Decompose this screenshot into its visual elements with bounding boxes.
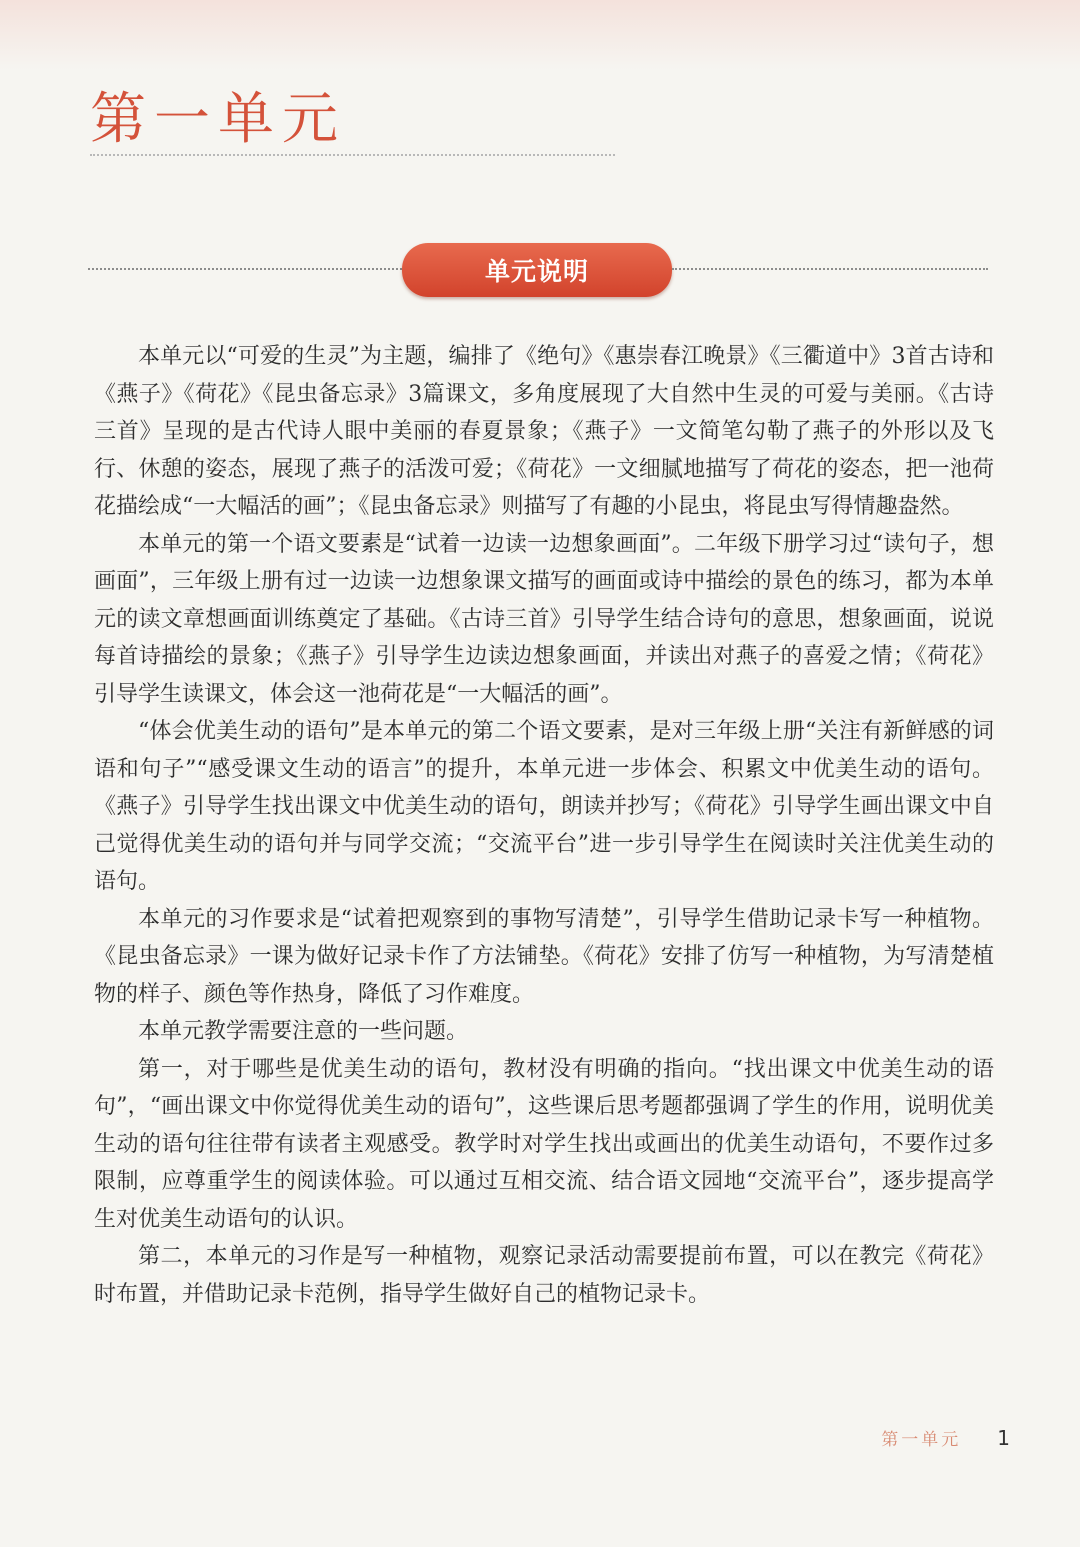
paragraph-writing: 本单元的习作要求是“试着把观察到的事物写清楚”，引导学生借助记录卡写一种植物。《昆虫备忘录》一课为做好记录卡作了方法铺垫。《荷花》安排了仿写一种植物，为写清楚植物的样子、颜色等作热身，降低了习作难度。 — [94, 906, 994, 1007]
title-dotted-rule — [90, 154, 615, 156]
footer-unit-label: 第一单元 — [881, 1430, 962, 1450]
paragraph-first-element: 本单元的第一个语文要素是“试着一边读一边想象画面”。二年级下册学习过“读句子，想画面”，三年级上册有过一边读一边想象课文描写的画面或诗中描绘的景色的练习，都为本单元的读文章想画面训练奠定了基础。《古诗三首》引导学生结合诗句的意思，想象画面，说说每首诗描绘的景象；《燕子》引导学生边读边想象画面，并读出对燕子的喜爱之情；《荷花》引导学生读课文，体会这一池荷花是“一大幅活的画”。 — [94, 531, 994, 707]
paragraph-theme: 本单元以“可爱的生灵”为主题，编排了《绝句》《惠崇春江晚景》《三衢道中》3首古诗和《燕子》《荷花》《昆虫备忘录》3篇课文，多角度展现了大自然中生灵的可爱与美丽。《古诗三首》呈现的是古代诗人眼中美丽的春夏景象；《燕子》一文简笔勾勒了燕子的外形以及飞行、休憩的姿态，展现了燕子的活泼可爱；《荷花》一文细腻地描写了荷花的姿态，把一池荷花描绘成“一大幅活的画”；《昆虫备忘录》则描写了有趣的小昆虫，将昆虫写得情趣盎然。 — [94, 344, 994, 519]
top-edge-shading — [0, 0, 1080, 70]
unit-description-body — [94, 338, 994, 1313]
section-label: 单元说明 — [484, 257, 589, 286]
section-label-badge — [402, 243, 672, 297]
unit-title: 第一单元 — [90, 87, 346, 152]
paragraph-note-one: 第一，对于哪些是优美生动的语句，教材没有明确的指向。“找出课文中优美生动的语句”，“画出课文中你觉得优美生动的语句”，这些课后思考题都强调了学生的作用，说明优美生动的语句往往带有读者主观感受。教学时对学生找出或画出的优美生动语句，不要作过多限制，应尊重学生的阅读体验。可以通过互相交流、结合语文园地“交流平台”，逐步提高学生对优美生动语句的认识。 — [94, 1056, 994, 1232]
paragraph-notes-intro: 本单元教学需要注意的一些问题。 — [138, 1019, 469, 1044]
section-header — [88, 243, 988, 299]
paragraph-note-two: 第二，本单元的习作是写一种植物，观察记录活动需要提前布置，可以在教完《荷花》时布置，并借助记录卡范例，指导学生做好自己的植物记录卡。 — [94, 1244, 994, 1307]
page-number: 1 — [997, 1426, 1010, 1450]
page-footer — [881, 1425, 1010, 1450]
section-dotted-line-right — [672, 268, 988, 270]
paragraph-second-element: “体会优美生动的语句”是本单元的第二个语文要素，是对三年级上册“关注有新鲜感的词语和句子”“感受课文生动的语言”的提升，本单元进一步体会、积累文中优美生动的语句。《燕子》引导学生找出课文中优美生动的语句，朗读并抄写；《荷花》引导学生画出课文中自己觉得优美生动的语句并与同学交流；“交流平台”进一步引导学生在阅读时关注优美生动的语句。 — [94, 719, 994, 894]
section-dotted-line-left — [88, 268, 406, 270]
